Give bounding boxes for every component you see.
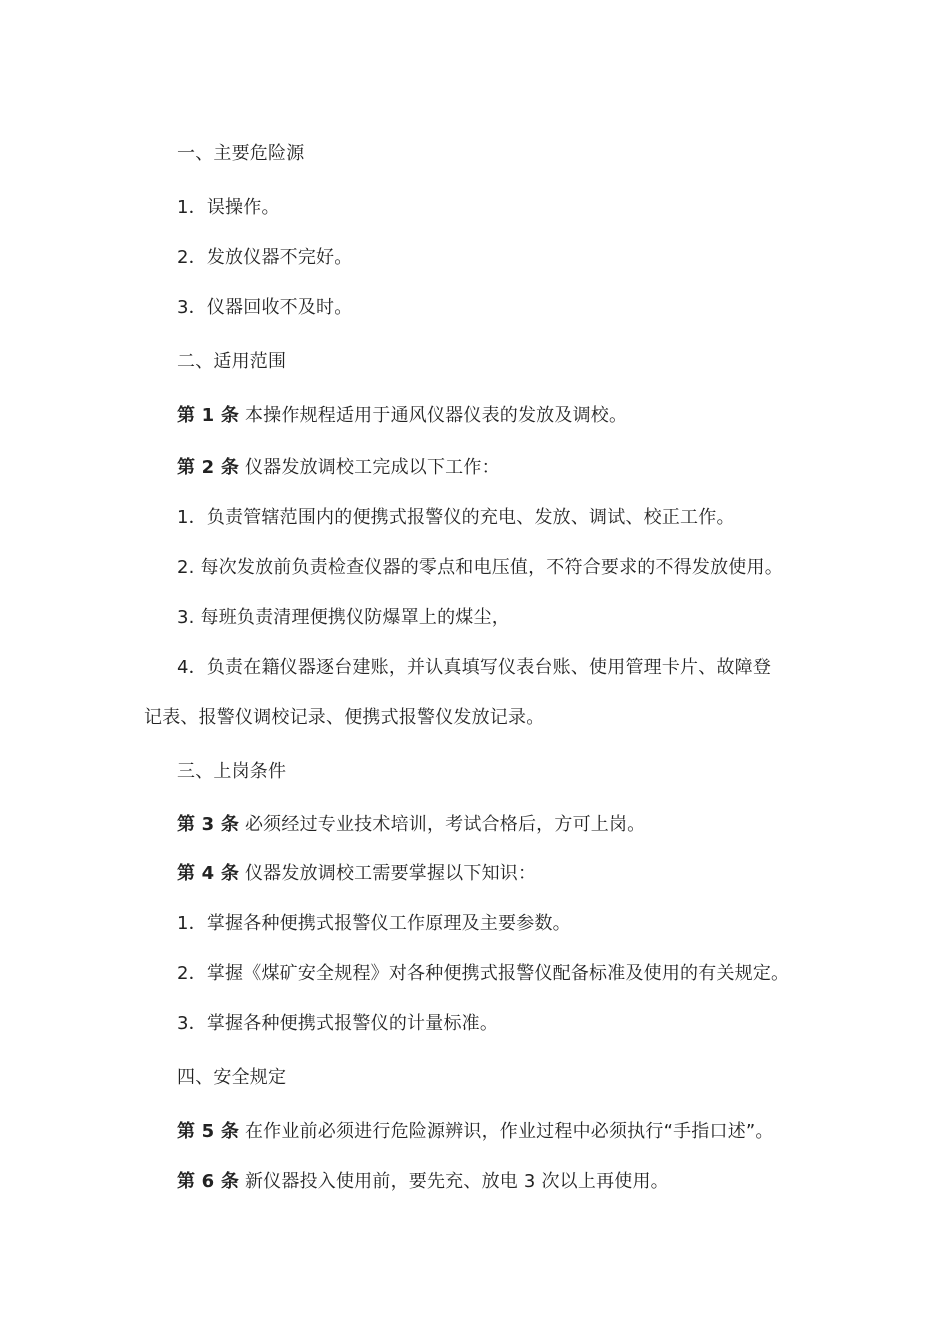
article-text: 在作业前必须进行危险源辨识，作业过程中必须执行“手指口述”。 [239, 1121, 774, 1142]
article-6 [177, 1170, 669, 1194]
list-item: 3．掌握各种便携式报警仪的计量标准。 [177, 1013, 499, 1034]
list-item: 3. 每班负责清理便携仪防爆罩上的煤尘， [177, 607, 510, 628]
list-item: 2．掌握《煤矿安全规程》对各种便携式报警仪配备标准及使用的有关规定。 [177, 963, 790, 984]
section-heading-qualifications: 三、上岗条件 [177, 761, 287, 782]
article-label: 第 6 条 [177, 1171, 240, 1192]
list-item: 2．发放仪器不完好。 [177, 247, 353, 268]
article-3 [177, 813, 645, 837]
article-text: 仪器发放调校工需要掌握以下知识： [239, 863, 537, 884]
article-text: 仪器发放调校工完成以下工作： [239, 457, 500, 478]
article-1 [177, 404, 627, 428]
section-heading-hazards: 一、主要危险源 [177, 143, 305, 164]
list-item: 2. 每次发放前负责检查仪器的零点和电压值，不符合要求的不得发放使用。 [177, 557, 783, 578]
list-item: 1．负责管辖范围内的便携式报警仪的充电、发放、调试、校正工作。 [177, 507, 735, 528]
article-label: 第 3 条 [177, 814, 240, 835]
section-heading-safety: 四、安全规定 [177, 1067, 287, 1088]
article-label: 第 5 条 [177, 1121, 240, 1142]
article-text: 必须经过专业技术培训，考试合格后，方可上岗。 [239, 814, 646, 835]
article-label: 第 4 条 [177, 863, 240, 884]
article-4 [177, 862, 536, 886]
list-item: 1．掌握各种便携式报警仪工作原理及主要参数。 [177, 913, 571, 934]
article-label: 第 1 条 [177, 405, 240, 426]
article-2 [177, 456, 500, 480]
article-text: 新仪器投入使用前，要先充、放电 3 次以上再使用。 [239, 1171, 669, 1192]
list-item: 1．误操作。 [177, 197, 280, 218]
list-item: 4．负责在籍仪器逐台建账，并认真填写仪表台账、使用管理卡片、故障登 [177, 657, 772, 678]
section-heading-scope: 二、适用范围 [177, 351, 287, 372]
list-item: 3．仪器回收不及时。 [177, 297, 353, 318]
article-label: 第 2 条 [177, 457, 240, 478]
article-5 [177, 1120, 774, 1144]
list-item-continuation: 记表、报警仪调校记录、便携式报警仪发放记录。 [144, 707, 545, 728]
article-text: 本操作规程适用于通风仪器仪表的发放及调校。 [239, 405, 628, 426]
